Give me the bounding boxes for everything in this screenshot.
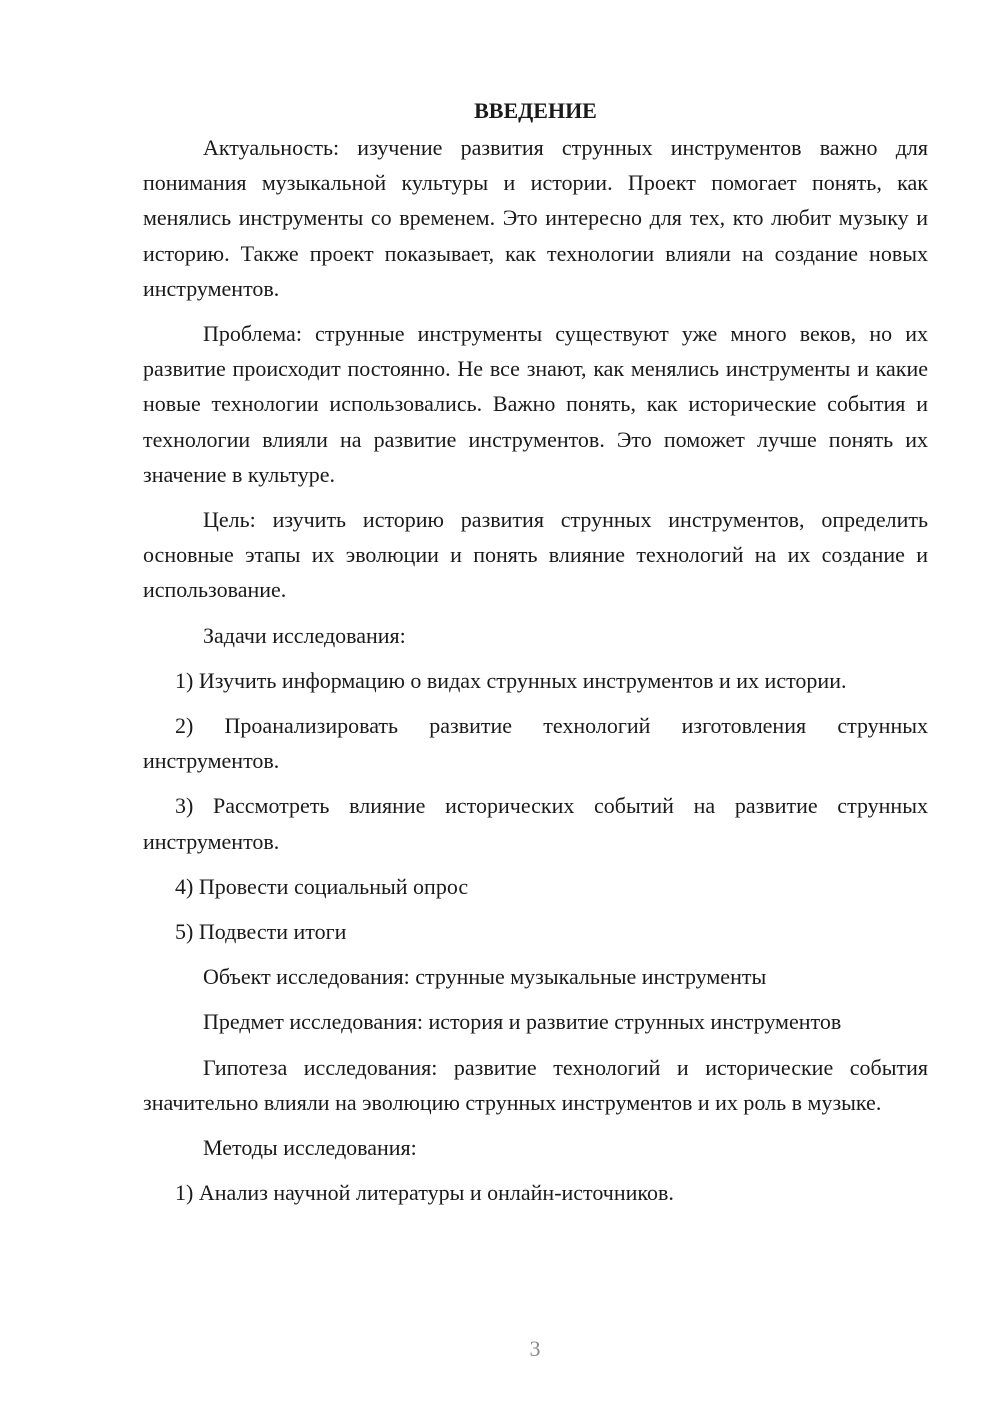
task-item: 5) Подвести итоги <box>175 919 347 945</box>
page-title: ВВЕДЕНИЕ <box>474 98 597 123</box>
tasks-heading: Задачи исследования: <box>203 622 406 648</box>
page-content <box>143 93 928 1210</box>
research-subject: Предмет исследования: история и развитие струнных инструментов <box>203 1009 842 1035</box>
task-item: 1) Изучить информацию о видах струнных инструментов и их истории. <box>175 667 847 693</box>
research-object: Объект исследования: струнные музыкальные инструменты <box>203 964 767 990</box>
hypothesis-paragraph: Гипотеза исследования: развитие технологий и исторические события значительно влияли на эволюцию струнных инструментов и их роль в музыке. <box>143 1054 928 1115</box>
task-item: 2) Проанализировать развитие технологий изготовления струнных инструментов. <box>143 713 928 774</box>
page-number: 3 <box>529 1336 541 1361</box>
task-item: 4) Провести социальный опрос <box>175 873 469 899</box>
task-item: 3) Рассмотреть влияние исторических событий на развитие струнных инструментов. <box>143 793 928 854</box>
problem-paragraph: Проблема: струнные инструменты существуют уже много веков, но их развитие происходит постоянно. Не все знают, как менялись инструменты и какие новые технологии использовались. Важно понять, как исторические события и технологии влияли на развитие инструментов. Это поможет лучше понять их значение в культуре. <box>143 321 928 487</box>
relevance-paragraph: Актуальность: изучение развития струнных инструментов важно для понимания музыкальной культуры и истории. Проект помогает понять, как менялись инструменты со временем. Это интересно для тех, кто любит музыку и историю. Также проект показывает, как технологии влияли на создание новых инструментов. <box>143 135 928 301</box>
methods-heading: Методы исследования: <box>203 1135 417 1161</box>
method-item: 1) Анализ научной литературы и онлайн-источников. <box>175 1180 674 1206</box>
goal-paragraph: Цель: изучить историю развития струнных инструментов, определить основные этапы их эволюции и понять влияние технологий на их создание и использование. <box>143 507 928 603</box>
